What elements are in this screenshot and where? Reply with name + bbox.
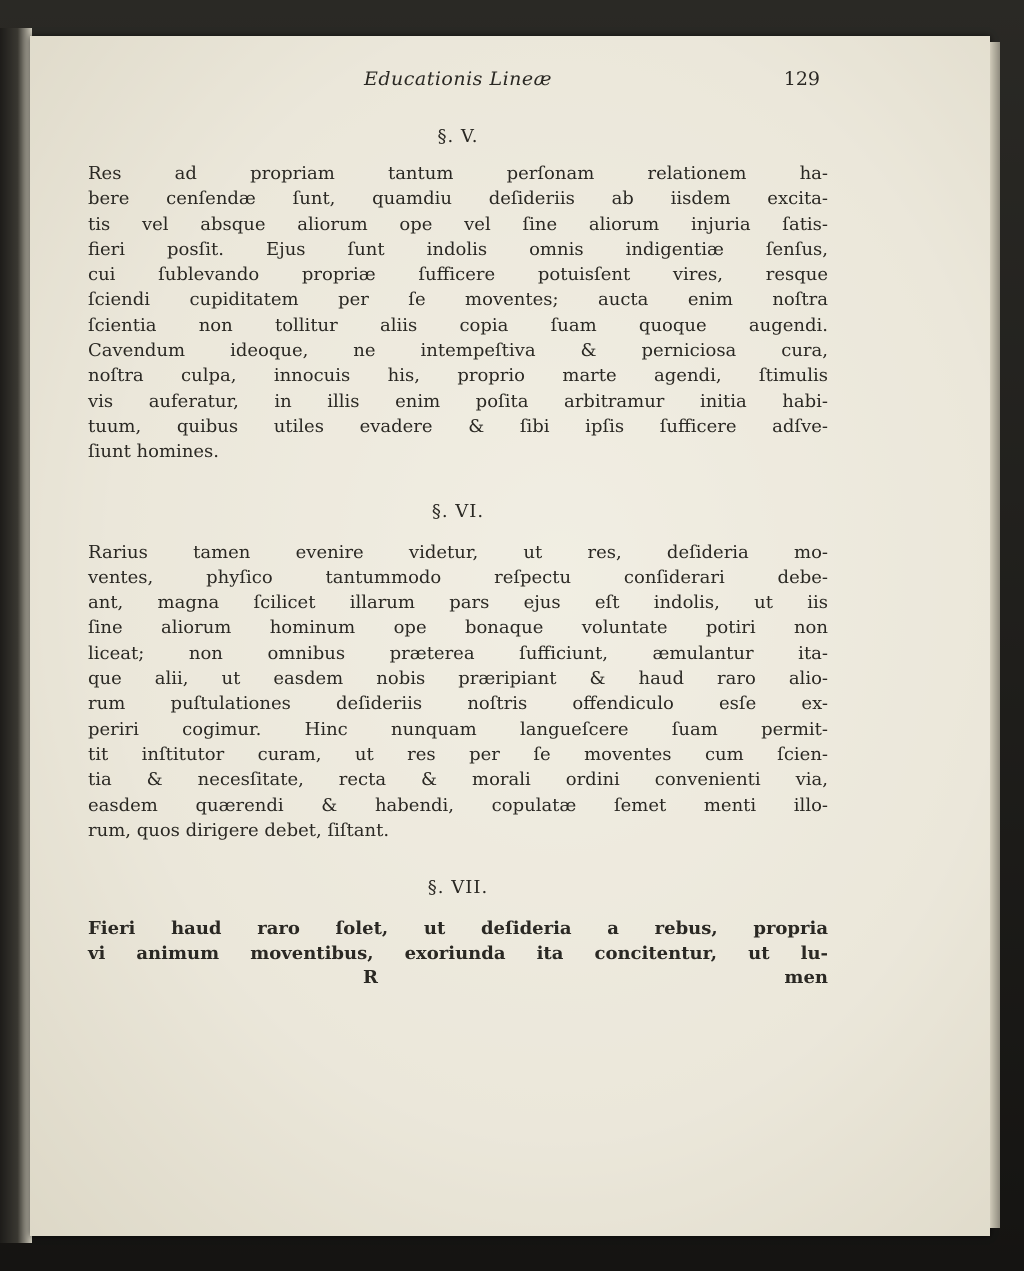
text-line: ſiunt homines. [88, 441, 220, 463]
text-line: vi animum moventibus, exoriunda ita concitentur, ut lu- [88, 943, 828, 965]
running-head [88, 68, 828, 108]
text-line: Rarius tamen evenire videtur, ut res, deſideria mo- [88, 541, 828, 563]
section-heading-6: §. VI. [431, 500, 485, 522]
text-line: liceat; non omnibus præterea ſufficiunt, æmulantur ita- [88, 642, 828, 664]
section-heading-7: §. VII. [427, 877, 489, 899]
text-line: rum, quos dirigere debet, ſiſtant. [88, 819, 390, 841]
text-line: tia & necesſitate, recta & morali ordini convenienti via, [88, 769, 828, 791]
running-title: Educationis Lineæ [363, 68, 553, 90]
text-line: que alii, ut easdem nobis præripiant & haud raro alio- [88, 668, 828, 690]
text-line: ſciendi cupiditatem per ſe moventes; aucta enim noſtra [88, 289, 828, 311]
text-line: Res ad propriam tantum perſonam relationem ha- [88, 163, 828, 184]
text-line: bere cenſendæ ſunt, quamdiu deſideriis ab iisdem excita- [88, 188, 828, 210]
text-line: ant, magna ſcilicet illarum pars ejus eſt indolis, ut iis [88, 592, 828, 614]
paragraph-section-6 [88, 540, 828, 844]
text-line: periri cogimur. Hinc nunquam langueſcere ſuam permit- [88, 718, 828, 740]
text-line: ſine aliorum hominum ope bonaque voluntate potiri non [88, 617, 828, 639]
page-content [88, 68, 828, 993]
paragraph-section-7 [88, 916, 828, 967]
paragraph-section-5 [88, 161, 828, 465]
text-line: ventes, phyſico tantummodo reſpectu conſiderari debe- [88, 566, 828, 588]
text-line: Fieri haud raro ſolet, ut deſideria a rebus, propria [88, 918, 828, 940]
section-heading-5: §. V. [437, 126, 479, 147]
text-line: Cavendum ideoque, ne intempeſtiva & perniciosa cura, [88, 340, 828, 362]
text-line: fieri posſit. Ejus ſunt indolis omnis indigentiæ ſenſus, [88, 238, 828, 260]
page-edge-right [990, 42, 1000, 1228]
text-line: tis vel absque aliorum ope vel ſine aliorum injuria ſatis- [88, 213, 828, 235]
text-line: noſtra culpa, innocuis his, proprio marte agendi, ſtimulis [88, 365, 828, 387]
catchword: men [784, 966, 828, 988]
signature-line [88, 967, 828, 993]
text-line: vis auferatur, in illis enim poſita arbitramur initia habi- [88, 390, 828, 412]
signature-mark: R [363, 966, 378, 988]
text-line: tuum, quibus utiles evadere & ſibi ipſis ſufficere adſve- [88, 415, 828, 437]
text-line: easdem quærendi & habendi, copulatæ ſemet menti illo- [88, 794, 828, 816]
text-line: tit inſtitutor curam, ut res per ſe moventes cum ſcien- [88, 743, 828, 765]
text-line: cui ſublevando propriæ ſufficere potuisſent vires, resque [88, 264, 828, 286]
text-line: ſcientia non tollitur aliis copia ſuam quoque augendi. [88, 314, 828, 336]
previous-page-edge [0, 28, 32, 1243]
page-number: 129 [783, 68, 820, 90]
text-line: rum puſtulationes deſideriis noſtris offendiculo esſe ex- [88, 693, 828, 715]
